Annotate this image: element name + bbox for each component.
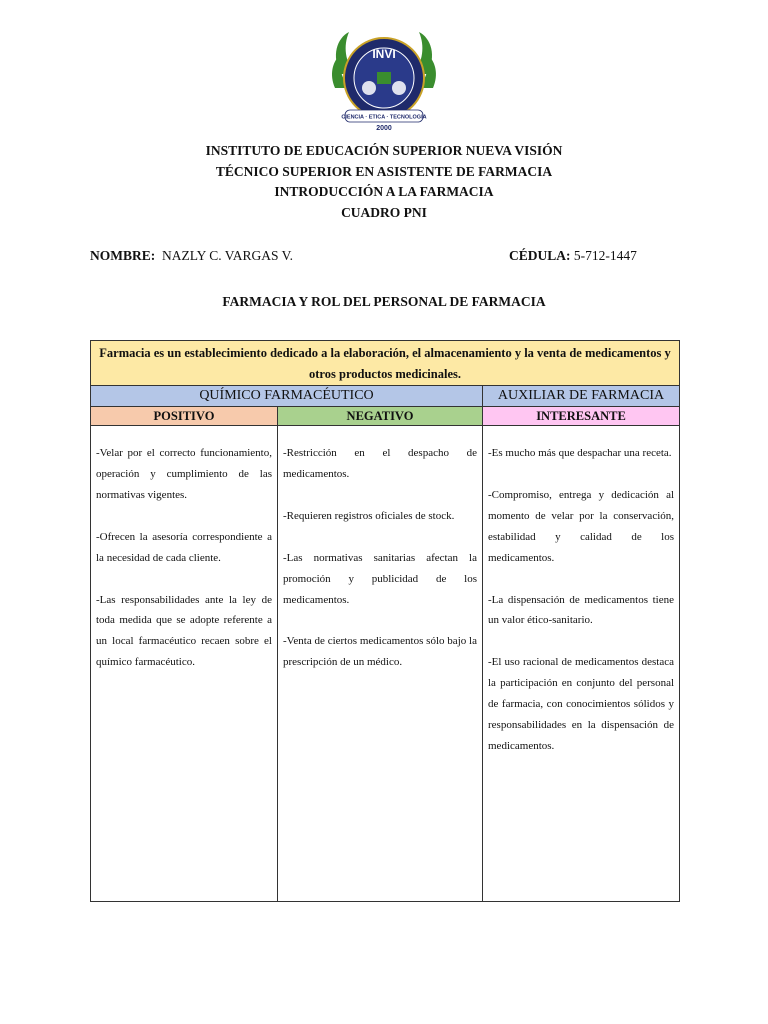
role-pharmacist: QUÍMICO FARMACÉUTICO: [91, 386, 483, 407]
header-course: INTRODUCCIÓN A LA FARMACIA: [274, 184, 494, 199]
logo-motto: CIENCIA · ETICA · TECNOLOGIA: [341, 114, 427, 121]
logo-text: INVI: [372, 47, 396, 61]
document-subtitle: FARMACIA Y ROL DEL PERSONAL DE FARMACIA: [222, 294, 546, 309]
positivo-item: -Velar por el correcto funcionamiento, operación y cumplimiento de las normativas vigentes.: [96, 447, 272, 501]
interesante-item: -La dispensación de medicamentos tiene un valor ético-sanitario.: [488, 593, 675, 627]
id-label: CÉDULA:: [509, 248, 571, 263]
negativo-cell: [278, 426, 483, 902]
logo-year: 2000: [376, 125, 392, 132]
negativo-item: -Las normativas sanitarias afectan la promoción y publicidad de los medicamentos.: [283, 551, 477, 606]
header-institute: INSTITUTO DE EDUCACIÓN SUPERIOR NUEVA VISIÓN: [205, 143, 563, 158]
interesante-item: -Compromiso, entrega y dedicación al momento de velar por la conservación, estabilidad y calidad de los medicamentos.: [488, 488, 675, 564]
header-program: TÉCNICO SUPERIOR EN ASISTENTE DE FARMACIA: [215, 163, 553, 179]
document-header: [0, 141, 768, 223]
interesante-item: -El uso racional de medicamentos destaca la participación en conjunto del personal de farmacia, con conocimientos sólidos y responsabilidades en la dispensación de medicamentos.: [488, 656, 675, 752]
header-assignment: CUADRO PNI: [341, 204, 427, 220]
positivo-cell: [91, 426, 278, 902]
negativo-item: -Venta de ciertos medicamentos sólo bajo la prescripción de un médico.: [283, 635, 477, 669]
pni-table: [90, 340, 680, 902]
pharmacy-definition: Farmacia es un establecimiento dedicado a la elaboración, el almacenamiento y la venta de medicamentos y otros productos medicinales.: [91, 341, 680, 386]
interesante-item: -Es mucho más que despachar una receta.: [488, 447, 672, 459]
column-header-interesante: INTERESANTE: [483, 407, 680, 426]
student-name: [90, 248, 293, 264]
column-header-positivo: POSITIVO: [91, 407, 278, 426]
student-id: [509, 248, 637, 264]
interesante-cell: [483, 426, 680, 902]
positivo-item: -Ofrecen la asesoría correspondiente a la necesidad de cada cliente.: [96, 530, 272, 564]
negativo-item: -Requieren registros oficiales de stock.: [283, 509, 455, 522]
name-label: NOMBRE:: [90, 248, 156, 263]
column-header-negativo: NEGATIVO: [278, 407, 483, 426]
negativo-item: -Restricción en el despacho de medicamentos.: [283, 447, 477, 480]
positivo-item: -Las responsabilidades ante la ley de toda medida que se adopte referente a un local farmacéutico recaen sobre el químico farmacéutico.: [96, 593, 272, 669]
role-assistant: AUXILIAR DE FARMACIA: [483, 386, 680, 407]
name-value: NAZLY C. VARGAS V.: [162, 248, 294, 263]
institute-logo: [325, 28, 443, 132]
id-value: 5-712-1447: [573, 248, 637, 263]
